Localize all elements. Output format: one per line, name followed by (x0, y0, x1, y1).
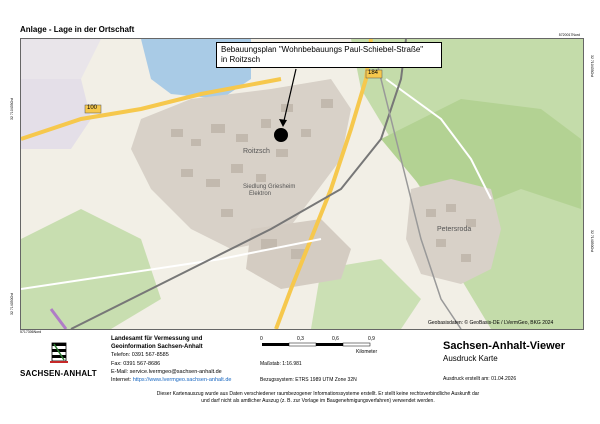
logo-text: SACHSEN-ANHALT (20, 369, 97, 378)
map-scale: Maßstab: 1:16.981 (260, 361, 302, 367)
org-line2: Geoinformation Sachsen-Anhalt (111, 344, 203, 350)
reference-system: Bezugssystem: ETRS 1989 UTM Zone 32N (260, 377, 357, 383)
map-attribution: Geobasisdaten: © GeoBasis-DE / LVermGeo, BKG 2024 (428, 320, 554, 326)
fax-number: Fax: 0391 567-8686 (111, 361, 161, 367)
disclaimer (108, 391, 528, 405)
coord-bottom: 5717306Nord (20, 330, 42, 334)
coat-of-arms-icon (28, 341, 90, 367)
road-label-184: 184 (368, 70, 379, 76)
coord-right-bottom: 32 714050Ost (590, 230, 594, 252)
coord-right-top: 32 710435Ost (590, 55, 594, 77)
area-west (21, 79, 91, 149)
scale-bar (260, 338, 380, 358)
scale-tick-1: 0,3 (297, 336, 304, 342)
disclaimer-line1: Dieser Kartenauszug wurde aus Daten verschiedener raumbezogener Informationssysteme erstellt. Er stellt keine rechtsverbindliche Auskunft dar (156, 391, 480, 397)
area-northwest (21, 39, 101, 79)
map-graphic (21, 39, 583, 329)
scale-tick-0: 0 (260, 336, 263, 342)
viewer-subtitle: Ausdruck Karte (443, 354, 498, 363)
road-label-100: 100 (87, 105, 98, 111)
place-label-elektron: Elektron (249, 191, 272, 197)
scale-tick-3: 0,9 (368, 336, 375, 342)
scale-unit: Kilometer (356, 349, 378, 355)
website-link[interactable]: https://www.lvermgeo.sachsen-anhalt.de (132, 377, 232, 383)
state-logo (28, 341, 90, 389)
viewer-title: Sachsen-Anhalt-Viewer (443, 340, 566, 352)
phone-number: Telefon: 0391 567-8585 (111, 352, 169, 358)
email-address: E-Mail: service.lvermgeo@sachsen-anhalt.de (111, 369, 222, 375)
website-label: Internet: (111, 377, 132, 383)
document-title: Anlage - Lage in der Ortschaft (20, 25, 135, 34)
location-marker (274, 128, 288, 142)
callout-line1: Bebauungsplan "Wohnbebauungs Paul-Schiebel-Straße" (221, 45, 424, 54)
print-date: Ausdruck erstellt am: 01.04.2026 (443, 376, 517, 382)
scale-tick-2: 0,6 (332, 336, 339, 342)
plan-callout (216, 42, 442, 68)
disclaimer-line2: und darf nicht als amtlicher Auszug (z. B. zur Vorlage im Baugenehmigungsverfahren) verwendet werden. (201, 398, 435, 404)
website (111, 377, 231, 383)
org-line1: Landesamt für Vermessung und (111, 336, 203, 342)
map-view[interactable] (20, 38, 584, 330)
forest-southwest (21, 209, 161, 329)
place-label-siedlung: Siedlung Griesheim (243, 184, 296, 190)
place-label-petersroda: Petersroda (437, 226, 472, 233)
coord-top: 5720017Nord (558, 33, 580, 37)
organization-name (111, 335, 203, 351)
place-label-roitzsch: Roitzsch (243, 148, 270, 155)
callout-line2: in Roitzsch (221, 55, 261, 64)
coord-left-top: 32 710435Ost (10, 98, 14, 120)
coord-left-bottom: 32 714050Ost (10, 293, 14, 315)
